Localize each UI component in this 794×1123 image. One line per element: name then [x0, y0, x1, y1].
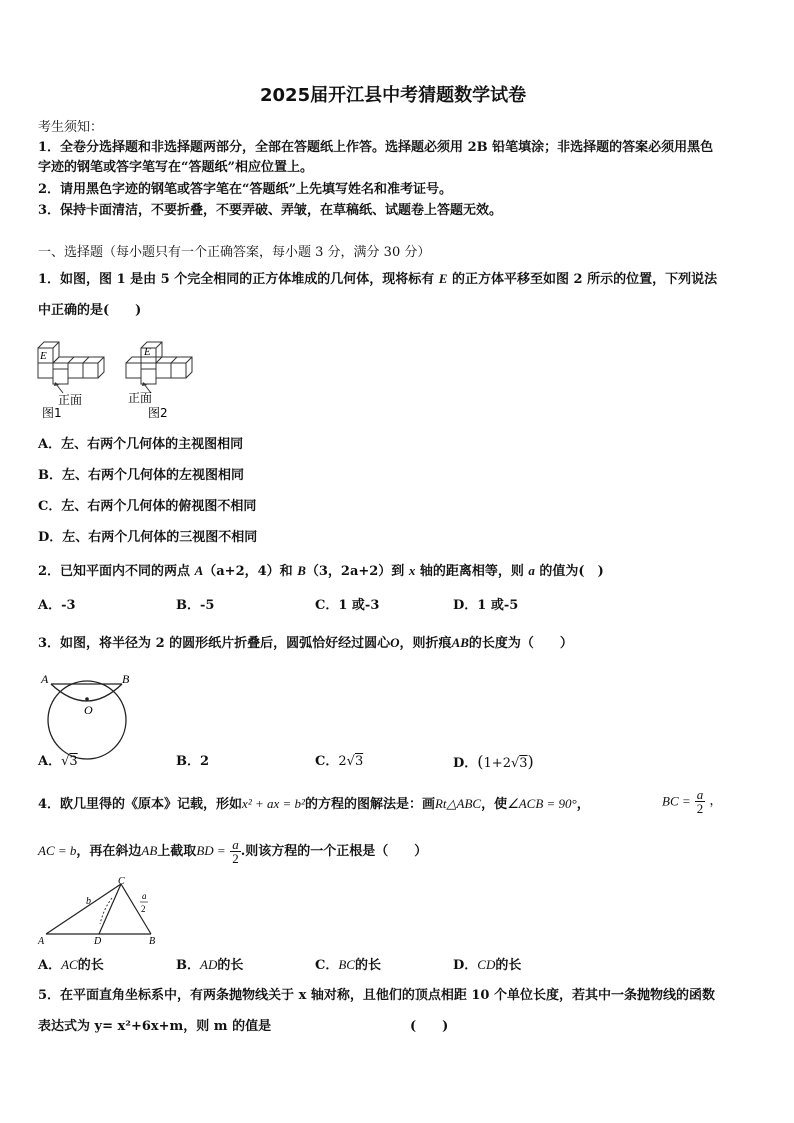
q2-stem: [38, 563, 604, 580]
q4-bc-lhs: BC =: [662, 793, 691, 809]
fig1-label-e: E: [40, 350, 47, 362]
q2-option-b: B．-5: [176, 598, 215, 613]
q3-option-d-close-paren: ): [527, 752, 534, 771]
q1-option-c: C．左、右两个几何体的俯视图不相同: [38, 499, 257, 514]
fig1-edge-1: [68, 357, 74, 363]
q5-answer-blank: ( ): [410, 1019, 449, 1034]
fig1-front-label: 正面: [58, 393, 83, 407]
q2-point-b: B: [297, 563, 306, 578]
q3-text-2: ，则折痕: [399, 636, 452, 651]
q4-option-d-var: CD: [477, 957, 496, 972]
q2-text-1: 2．已知平面内不同的两点: [38, 564, 195, 579]
page-title: 2025届开江县中考猜题数学试卷: [260, 85, 527, 106]
q4-text-7: .则该方程的一个正根是（ ）: [240, 844, 428, 859]
q4-text-5: ，再在斜边: [76, 844, 142, 859]
q1-option-d: D．左、右两个几何体的三视图不相同: [38, 530, 258, 545]
q4-triangle: Rt△ABC: [434, 796, 482, 811]
q4-label-c: C: [118, 876, 125, 887]
notice-item-3: 3．保持卡面清洁，不要折叠，不要弄破、弄皱，在草稿纸、试题卷上答题无效。: [38, 203, 503, 218]
q1-stem-line-2: 中正确的是( ): [38, 303, 142, 318]
q1-figure: [36, 338, 196, 418]
q3-option-d-radicand: 3: [519, 756, 528, 771]
fig1-edge-3: [98, 357, 104, 363]
fig2-top-cube-diagonal: [156, 342, 162, 348]
q4-option-a-suffix: 的长: [77, 958, 104, 973]
q3-option-b: B．2: [176, 754, 210, 769]
q4-text-4: ，: [576, 797, 590, 812]
q3-var-o: O: [390, 635, 400, 650]
q5-stem-line-1: 5．在平面直角坐标系中，有两条抛物线关于 x 轴对称，且他们的顶点相距 10 个单位长度，若其中一条抛物线的函数: [38, 988, 715, 1003]
fig1-top-cube-diagonal: [53, 342, 59, 348]
fig1-edge-2: [83, 357, 89, 363]
q2-text-2: （a+2，4）和: [203, 564, 298, 579]
fig2-front-cube: [141, 369, 156, 384]
q3-stem: [38, 635, 573, 652]
notice-item-1-line-2: 字迹的钢笔或答字笔写在“答题纸”相应位置上。: [38, 160, 313, 175]
q2-option-d: D．1 或-5: [453, 598, 519, 613]
q4-label-two: 2: [141, 904, 146, 914]
q3-figure: [38, 668, 138, 768]
notice-item-2: 2．请用黑色字迹的钢笔或答字笔在“答题纸”上先填写姓名和准考证号。: [38, 182, 453, 197]
q3-option-d-sqrt: √3: [510, 756, 528, 771]
q2-var-a: a: [528, 563, 535, 578]
fig2-cube-1: [126, 363, 141, 378]
q3-option-c-label: C．: [315, 754, 339, 769]
q5-stem-line-2: 表达式为 y= x²+6x+m，则 m 的值是: [38, 1019, 272, 1034]
q3-option-a-sqrt: √3: [61, 754, 78, 769]
q4-side-bc: [121, 884, 151, 934]
q2-option-a: A．-3: [38, 598, 76, 613]
fig1-cube-1: [38, 363, 53, 378]
q4-label-a-num: a: [142, 891, 147, 901]
q3-option-c-sqrt: √3: [346, 754, 364, 769]
fig2-cube-4: [171, 363, 186, 378]
fig2-edge-1: [171, 357, 177, 363]
q2-var-x: x: [408, 563, 416, 578]
q4-var-ab: AB: [141, 843, 158, 858]
q3-label-a: A: [41, 672, 49, 686]
q4-bd-fraction: [230, 838, 241, 865]
q4-label-a: A: [38, 936, 45, 947]
q3-var-ab: AB: [451, 635, 469, 650]
q4-bc-fraction: [695, 788, 706, 815]
notice-item-1-line-1: 1．全卷分选择题和非选择题两部分，全部在答题纸上作答。选择题必须用 2B 铅笔填涂；非选择题的答案必须用黑色: [38, 140, 714, 155]
q4-option-b-suffix: 的长: [217, 958, 244, 973]
q3-label-b: B: [122, 672, 130, 686]
q2-option-c: C．1 或-3: [315, 598, 380, 613]
q4-option-b-var: AD: [200, 957, 218, 972]
q3-label-o: O: [84, 703, 93, 717]
q4-label-b: B: [149, 936, 156, 947]
q4-option-d-suffix: 的长: [495, 958, 522, 973]
q1-option-b: B．左、右两个几何体的左视图相同: [38, 468, 244, 483]
q4-equation: x² + ax = b²: [242, 796, 305, 811]
fig1-cube-4: [83, 363, 98, 378]
fig2-label-e: E: [144, 346, 151, 358]
q4-bc-expression: [662, 788, 722, 815]
q4-bd-numerator: a: [232, 837, 239, 852]
q4-option-d: [453, 957, 521, 974]
q3-option-d-pre: 1+2: [483, 756, 511, 771]
q3-option-d: [453, 754, 534, 772]
q4-option-c: [315, 957, 381, 974]
fig2-caption: 图2: [148, 406, 168, 420]
q4-option-b: [176, 957, 243, 974]
q4-option-a: [38, 957, 104, 974]
fig2-front-label: 正面: [128, 391, 153, 405]
q3-center-dot: [85, 697, 89, 701]
q2-point-a: A: [194, 563, 204, 578]
q3-option-c-coef: 2: [338, 754, 347, 769]
q1-option-a: A．左、右两个几何体的主视图相同: [38, 437, 244, 452]
q1-var-e: E: [438, 271, 448, 286]
q3-option-a: [38, 754, 78, 770]
q4-text-3: ，使: [481, 797, 508, 812]
q4-angle: ∠ACB = 90°: [507, 796, 577, 811]
q4-label-b-side: b: [86, 896, 91, 907]
section-heading: 一、选择题（每小题只有一个正确答案，每小题 3 分，满分 30 分）: [38, 245, 431, 260]
q3-text-1: 3．如图，将半径为 2 的圆形纸片折叠后，圆弧恰好经过圆心: [38, 636, 391, 651]
q2-text-5: 的值为( ): [534, 564, 604, 579]
q3-option-a-label: A．: [38, 754, 62, 769]
q4-label-d: D: [94, 936, 102, 947]
q4-text-6: 上截取: [157, 844, 197, 859]
q4-bc-denominator: 2: [696, 801, 704, 816]
notice-heading: 考生须知：: [38, 120, 104, 135]
q2-text-4: 轴的距离相等，则: [415, 564, 529, 579]
q4-option-c-suffix: 的长: [354, 958, 381, 973]
q4-stem-line-2: [38, 838, 427, 865]
q4-option-a-var: AC: [61, 957, 78, 972]
q4-bd-lhs: BD =: [196, 843, 226, 858]
q4-option-c-var: BC: [338, 957, 355, 972]
q4-bd-denominator: 2: [232, 851, 239, 866]
q4-arc: [100, 898, 112, 924]
q3-circle: [48, 681, 126, 759]
q4-bc-comma: ，: [709, 793, 723, 809]
q3-option-c: [315, 754, 363, 770]
q3-option-d-open-paren: (: [477, 752, 484, 771]
q4-ac: AC = b: [38, 843, 77, 858]
q4-option-c-label: C．: [315, 958, 339, 973]
q4-option-d-label: D．: [453, 958, 478, 973]
q2-text-3: （3，2a+2）到: [305, 564, 409, 579]
q4-option-a-label: A．: [38, 958, 62, 973]
q1-stem-text-a: 1．如图，图 1 是由 5 个完全相同的正方体堆成的几何体，现将标有: [38, 272, 435, 287]
fig1-caption: 图1: [42, 406, 62, 420]
q3-text-3: 的长度为（ ）: [468, 636, 573, 651]
fig2-edge-2: [186, 357, 192, 363]
q4-option-b-label: B．: [176, 958, 200, 973]
fig2-cube-3: [156, 363, 171, 378]
q3-option-a-radicand: 3: [69, 754, 78, 769]
q4-text-2: 的方程的图解法是：画: [304, 797, 435, 812]
q4-figure: [38, 878, 168, 948]
fig1-cube-3: [68, 363, 83, 378]
q3-option-c-radicand: 3: [354, 754, 364, 769]
q1-stem-line-1: [38, 271, 717, 288]
fig1-front-cube: [53, 369, 68, 384]
q3-option-d-label: D．: [453, 756, 478, 771]
q4-bc-numerator: a: [696, 787, 704, 802]
q4-text-1: 4．欧几里得的《原本》记载，形如: [38, 797, 243, 812]
q4-stem-line-1: [38, 796, 590, 813]
q1-stem-text-b: 的正方体平移至如图 2 所示的位置，下列说法: [451, 272, 718, 287]
